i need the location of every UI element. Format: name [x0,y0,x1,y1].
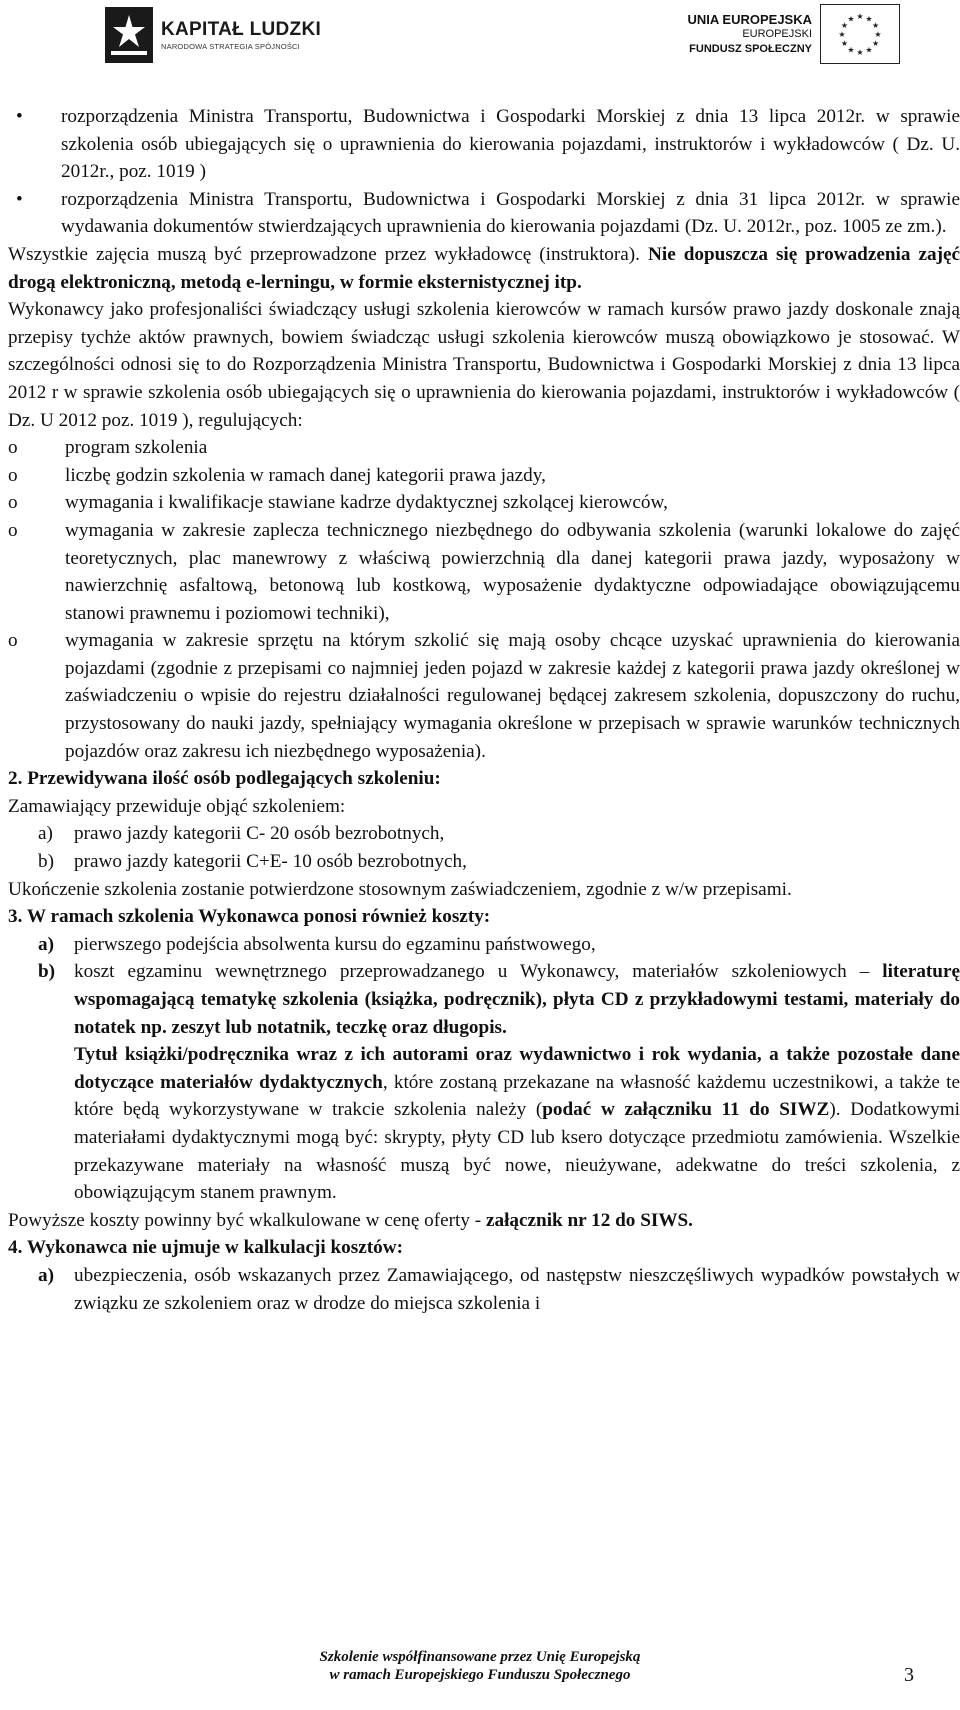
list-item: o wymagania w zakresie sprzętu na którym szkolić się mają osoby chcące uzyskać uprawnienia do kierowania pojazdami (zgodnie z przepisami co najmniej jeden pojazd w zakresie każdej z kategorii prawa jazdy określonej w zaświadczeniu o wpisie do rejestru działalności regulowanej będącej zakresem szkolenia, dopuszczony do ruchu, przystosowany do nauki jazdy, spełniający wymagania określone w przepisach w sprawie warunków technicznych pojazdów oraz zakresu ich niezbędnego wyposażenia). [8,630,960,762]
page-footer [0,1648,960,1684]
list-item: o liczbę godzin szkolenia w ramach danej kategorii prawa jazdy, [8,464,546,486]
list-item: b) koszt egzaminu wewnętrznego przeprowadzanego u Wykonawcy, materiałów szkoleniowych – literaturę wspomagającą tematykę szkolenia (książka, podręcznik), płyta CD z przykładowymi testami, materiały do notatek np. zeszyt lub notatnik, teczkę oraz długopis. [38,961,960,1038]
list-item: a) prawo jazdy kategorii C- 20 osób bezrobotnych, [38,823,445,845]
section-3-heading: 3. W ramach szkolenia Wykonawca ponosi również koszty: [8,906,491,928]
section-4-heading: 4. Wykonawca nie ujmuje w kalkulacji kosztów: [8,1237,403,1259]
eu-logo-line3: FUNDUSZ SPOŁECZNY [689,42,812,55]
eu-logo [688,2,900,66]
section-2-closing: Ukończenie szkolenia zostanie potwierdzone stosownym zaświadczeniem, zgodnie z w/w przepisami. [8,878,792,900]
eu-logo-line2: EUROPEJSKI [742,27,812,40]
kapital-ludzki-logo [105,4,321,66]
eu-star-icon: ★ [872,39,880,48]
paragraph-contractors: Wykonawcy jako profesjonaliści świadczący usługi szkolenia kierowców w ramach kursów prawo jazdy doskonale znają przepisy tychże aktów prawnych, bowiem świadcząc usługi szkolenia kierowców muszą obowiązkowo je stosować. W szczególności odnosi się to do Rozporządzenia Ministra Transportu, Budownictwa i Gospodarki Morskiej z dnia 13 lipca 2012 r w sprawie szkolenia osób ubiegających się o uprawnienia do kierowania pojazdami, instruktorów i wykładowców ( Dz. U 2012 poz. 1019 ), regulujących: [8,299,960,431]
section-3-closing: Powyższe koszty powinny być wkalkulowane w cenę oferty - załącznik nr 12 do SIWS. [8,1209,693,1231]
list-item: a) pierwszego podejścia absolwenta kursu do egzaminu państwowego, [38,933,596,955]
section-2-intro: Zamawiający przewiduje objąć szkoleniem: [8,795,346,817]
list-item: • rozporządzenia Ministra Transportu, Budownictwa i Gospodarki Morskiej z dnia 13 lipca 2012r. w sprawie szkolenia osób ubiegających się o uprawnienia do kierowania pojazdami, instruktorów i wykładowców ( Dz. U. 2012r., poz. 1019 ) [8,103,960,186]
section-2-heading: 2. Przewidywana ilość osób podlegających szkoleniu: [8,768,441,790]
list-item: b) prawo jazdy kategorii C+E- 10 osób bezrobotnych, [38,851,467,873]
eu-star-icon: ★ [865,45,873,55]
kapital-ludzki-title: KAPITAŁ LUDZKI [161,19,322,40]
list-item: • rozporządzenia Ministra Transportu, Budownictwa i Gospodarki Morskiej z dnia 31 lipca 2012r. w sprawie wydawania dokumentów stwierdzających uprawnienia do kierowania pojazdami (Dz. U. 2012r., poz. 1005 ze zm.). [8,186,960,241]
eu-star-icon: ★ [847,14,855,24]
eu-star-icon: ★ [874,30,882,39]
bullet-icon: • [16,188,23,210]
list-item: o wymagania w zakresie zaplecza technicznego niezbędnego do odbywania szkolenia (warunki lokalowe do zajęć teoretycznych, plac manewrowy z właściwą powierzchnią dla danej kategorii prawa jazdy, wyposażony w nawierzchnię asfaltową, betonową lub kostkową, wyposażenie dydaktyczne odpowiadające obowiązującemu stanowi prawnemu i poziomowi techniki), [8,519,960,624]
list-item: a) ubezpieczenia, osób wskazanych przez Zamawiającego, od następstw nieszczęśliwych wypadków powstałych w związku ze szkoleniem oraz w drodze do miejsca szkolenia i [38,1264,960,1314]
eu-star-icon: ★ [856,48,864,57]
section-2-list [8,820,960,875]
eu-star-icon: ★ [840,39,848,48]
requirements-list [8,434,960,765]
section-3-list [8,931,960,1207]
paragraph-instructors: Wszystkie zajęcia muszą być przeprowadzone przez wykładowcę (instruktora). Nie dopuszcza się prowadzenia zajęć drogą elektroniczną, metodą e-lerningu, w formie eksternistycznej itp. [8,243,960,293]
eu-star-icon: ★ [856,12,864,21]
page-number: 3 [904,1664,914,1686]
eu-star-icon: ★ [847,45,855,55]
footer-line-1: Szkolenie współfinansowane przez Unię Europejską [319,1649,641,1665]
eu-star-icon: ★ [872,21,880,30]
list-item: o wymagania i kwalifikacje stawiane kadrze dydaktycznej szkolącej kierowców, [8,492,668,514]
list-item-continuation: Tytuł książki/podręcznika wraz z ich autorami oraz wydawnictwo i rok wydania, a także pozostałe dane dotyczące materiałów dydaktycznych, które zostaną przekazane na własność każdemu uczestnikowi, a także te które będą wykorzystywane w trakcie szkolenia należy (podać w załączniku 11 do SIWZ). Dodatkowymi materiałami dydaktycznymi mogą być: skrypty, płyty CD lub ksero dotyczące przedmiotu zamówienia. Wszelkie przekazywane materiały na własność muszą być nowe, nieużywane, adekwatne do treści szkolenia, z obowiązującym stanem prawnym. [74,1044,960,1204]
kapital-ludzki-subtitle: NARODOWA STRATEGIA SPÓJNOŚCI [161,42,300,51]
eu-logo-line1: UNIA EUROPEJSKA [687,11,812,27]
eu-star-icon: ★ [865,14,873,24]
eu-flag-icon [820,4,900,64]
bullet-icon: • [16,106,23,127]
section-4-list [8,1262,960,1317]
regulations-bullet-list [8,103,960,241]
eu-star-icon: ★ [838,30,846,39]
document-body [8,103,960,1317]
list-item: o program szkolenia [8,437,208,459]
eu-star-icon: ★ [840,21,848,30]
footer-line-2: w ramach Europejskiego Funduszu Społecznego [329,1667,631,1683]
kapital-ludzki-star-icon [105,7,153,63]
